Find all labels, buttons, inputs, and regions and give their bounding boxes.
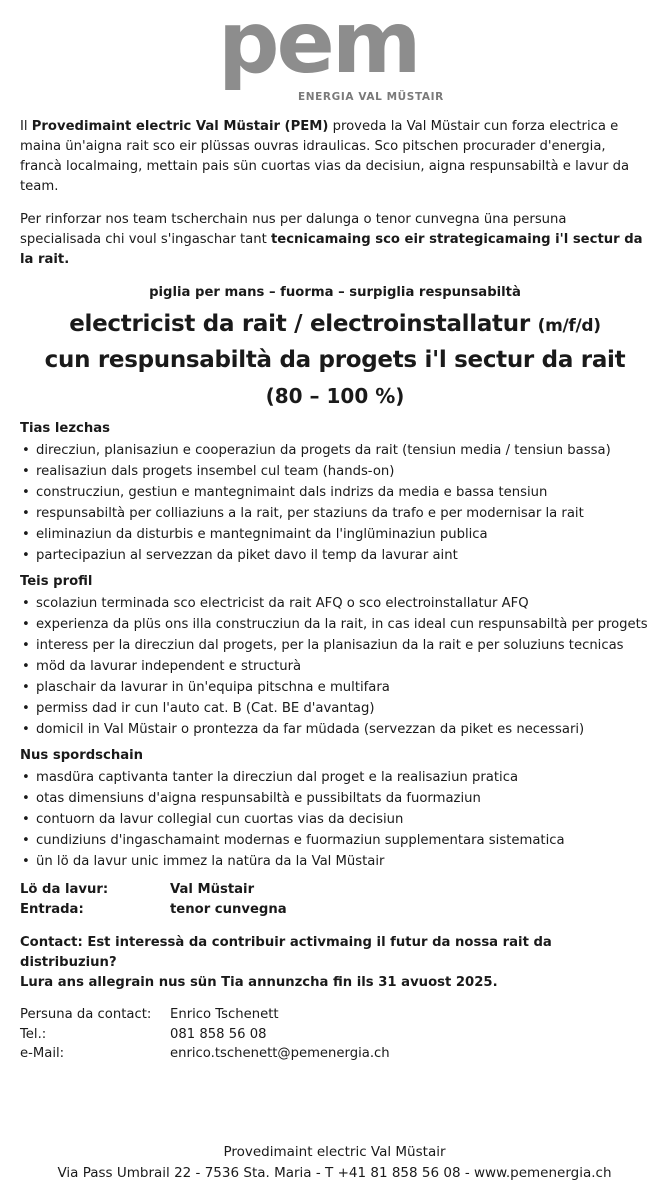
phone-value[interactable]: 081 858 56 08 [170,1026,267,1042]
workload-percent: (80 – 100 %) [265,384,405,408]
section-heading: Tias lezchas [20,421,110,436]
list-item: • ün lö da lavur unic immez la natüra da la Val Müstair [20,852,650,871]
phone-label: Tel.: [20,1026,47,1042]
job-title-text: electricist da rait / electroinstallatur [69,311,530,337]
start-value: tenor cunvegna [170,901,287,917]
list-item: • permiss dad ir cun l'auto cat. B (Cat. BE d'avantag) [20,699,650,718]
section-profile [20,572,650,739]
workplace-value: Val Müstair [170,882,255,897]
list-item: • partecipaziun al servezzan da piket davo il temp da lavurar aint [20,546,650,565]
job-title-line-1 [20,307,650,343]
workplace-label: Lö da lavur: [20,882,109,897]
start-label: Entrada: [20,901,84,917]
email-row [20,1044,650,1064]
footer-company: Provedimaint electric Val Müstair [223,1144,446,1160]
list-item: • interess per la direcziun dal progets, per la planisaziun da la rait e per soluziuns tecnicas [20,636,650,655]
section-heading: Teis profil [20,574,93,589]
job-ad-content [20,117,650,1064]
list-item: • scolaziun terminada sco electricist da rait AFQ o sco electroinstallatur AFQ [20,594,650,613]
start-row [20,900,650,920]
logo-wordmark: pem [218,0,419,93]
email-label: e-Mail: [20,1046,65,1061]
section-offer [20,746,650,871]
footer-address: Via Pass Umbrail 22 - 7536 Sta. Maria - T +41 81 858 56 08 - www.pemenergia.ch [57,1165,612,1181]
gender-suffix: (m/f/d) [537,316,601,336]
contact-note [20,933,650,993]
list-item: • experienza da plüs ons illa construcziun da la rait, in cas ideal cun respunsabiltà per progets [20,615,650,634]
section-heading: Nus spordschain [20,748,144,763]
list-item: • otas dimensiuns d'aigna respunsabiltà e pussibiltats da fuormaziun [20,789,650,808]
list-item: • direcziun, planisaziun e cooperaziun da progets da rait (tensiun media / tensiun bassa) [20,441,650,460]
job-title-line-2: cun respunsabiltà da progets i'l sectur da rait [44,347,626,373]
workplace-row [20,880,650,900]
contact-note-line-1: Contact: Est interessà da contribuir activmaing il futur da nossa rait da distribuziun? [20,935,552,970]
intro-paragraph-2 [20,210,650,270]
phone-row [20,1025,650,1045]
contact-details [20,1005,650,1064]
intro-emphasis: tecnicamaing sco eir strategicamaing i'l sectur da la rait. [20,232,643,267]
list-item: • domicil in Val Müstair o prontezza da far müdada (servezzan da piket es necessari) [20,720,650,739]
footer [0,1142,669,1184]
contact-person-row [20,1005,650,1025]
list-item: • realisaziun dals progets insembel cul team (hands-on) [20,462,650,481]
logo-subtitle: ENERGIA VAL MÜSTAIR [298,91,444,103]
intro-text: proveda la Val Müstair cun forza electrica e maina ün'aigna rait sco eir plüssas ouvras idraulicas. Sco pitschen procurader d'energia, francà localmaing, mettain pais sün cuortas vias da decisiun, aigna respunsabiltà e lavur da team. [20,119,630,194]
contact-note-line-2: Lura ans allegrain nus sün Tia annunzcha fin ils 31 avuost 2025. [20,975,498,990]
list-item: • respunsabiltà per colliaziuns a la rait, per staziuns da trafo e per modernisar la rait [20,504,650,523]
list-item: • masdüra captivanta tanter la direcziun dal proget e la realisaziun pratica [20,768,650,787]
list-item: • contuorn da lavur collegial cun cuortas vias da decisiun [20,810,650,829]
contact-person-label: Persuna da contact: [20,1007,152,1022]
intro-text: Il [20,119,32,134]
intro-text: Per rinforzar nos team tscherchain nus per dalunga o tenor cunvegna üna persuna specialisada chi voul s'ingaschar tant [20,212,567,247]
company-name: Provedimaint electric Val Müstair (PEM) [31,119,329,134]
job-details [20,880,650,919]
tagline: piglia per mans – fuorma – surpiglia respunsabiltà [149,285,521,300]
email-link[interactable]: enrico.tschenett@pemenergia.ch [170,1046,390,1061]
list-item: • plaschair da lavurar in ün'equipa pitschna e multifara [20,678,650,697]
pem-logo [218,0,458,106]
intro-paragraph-1 [20,117,650,197]
list-item: • cundiziuns d'ingaschamaint modernas e fuormaziun supplementara sistematica [20,831,650,850]
section-tasks [20,419,650,565]
contact-person-value: Enrico Tschenett [170,1007,279,1022]
list-item: • eliminaziun da disturbis e mantegnimaint da l'inglüminaziun publica [20,525,650,544]
list-item: • construcziun, gestiun e mantegnimaint dals indrizs da media e bassa tensiun [20,483,650,502]
list-item: • möd da lavurar independent e structurà [20,657,650,676]
